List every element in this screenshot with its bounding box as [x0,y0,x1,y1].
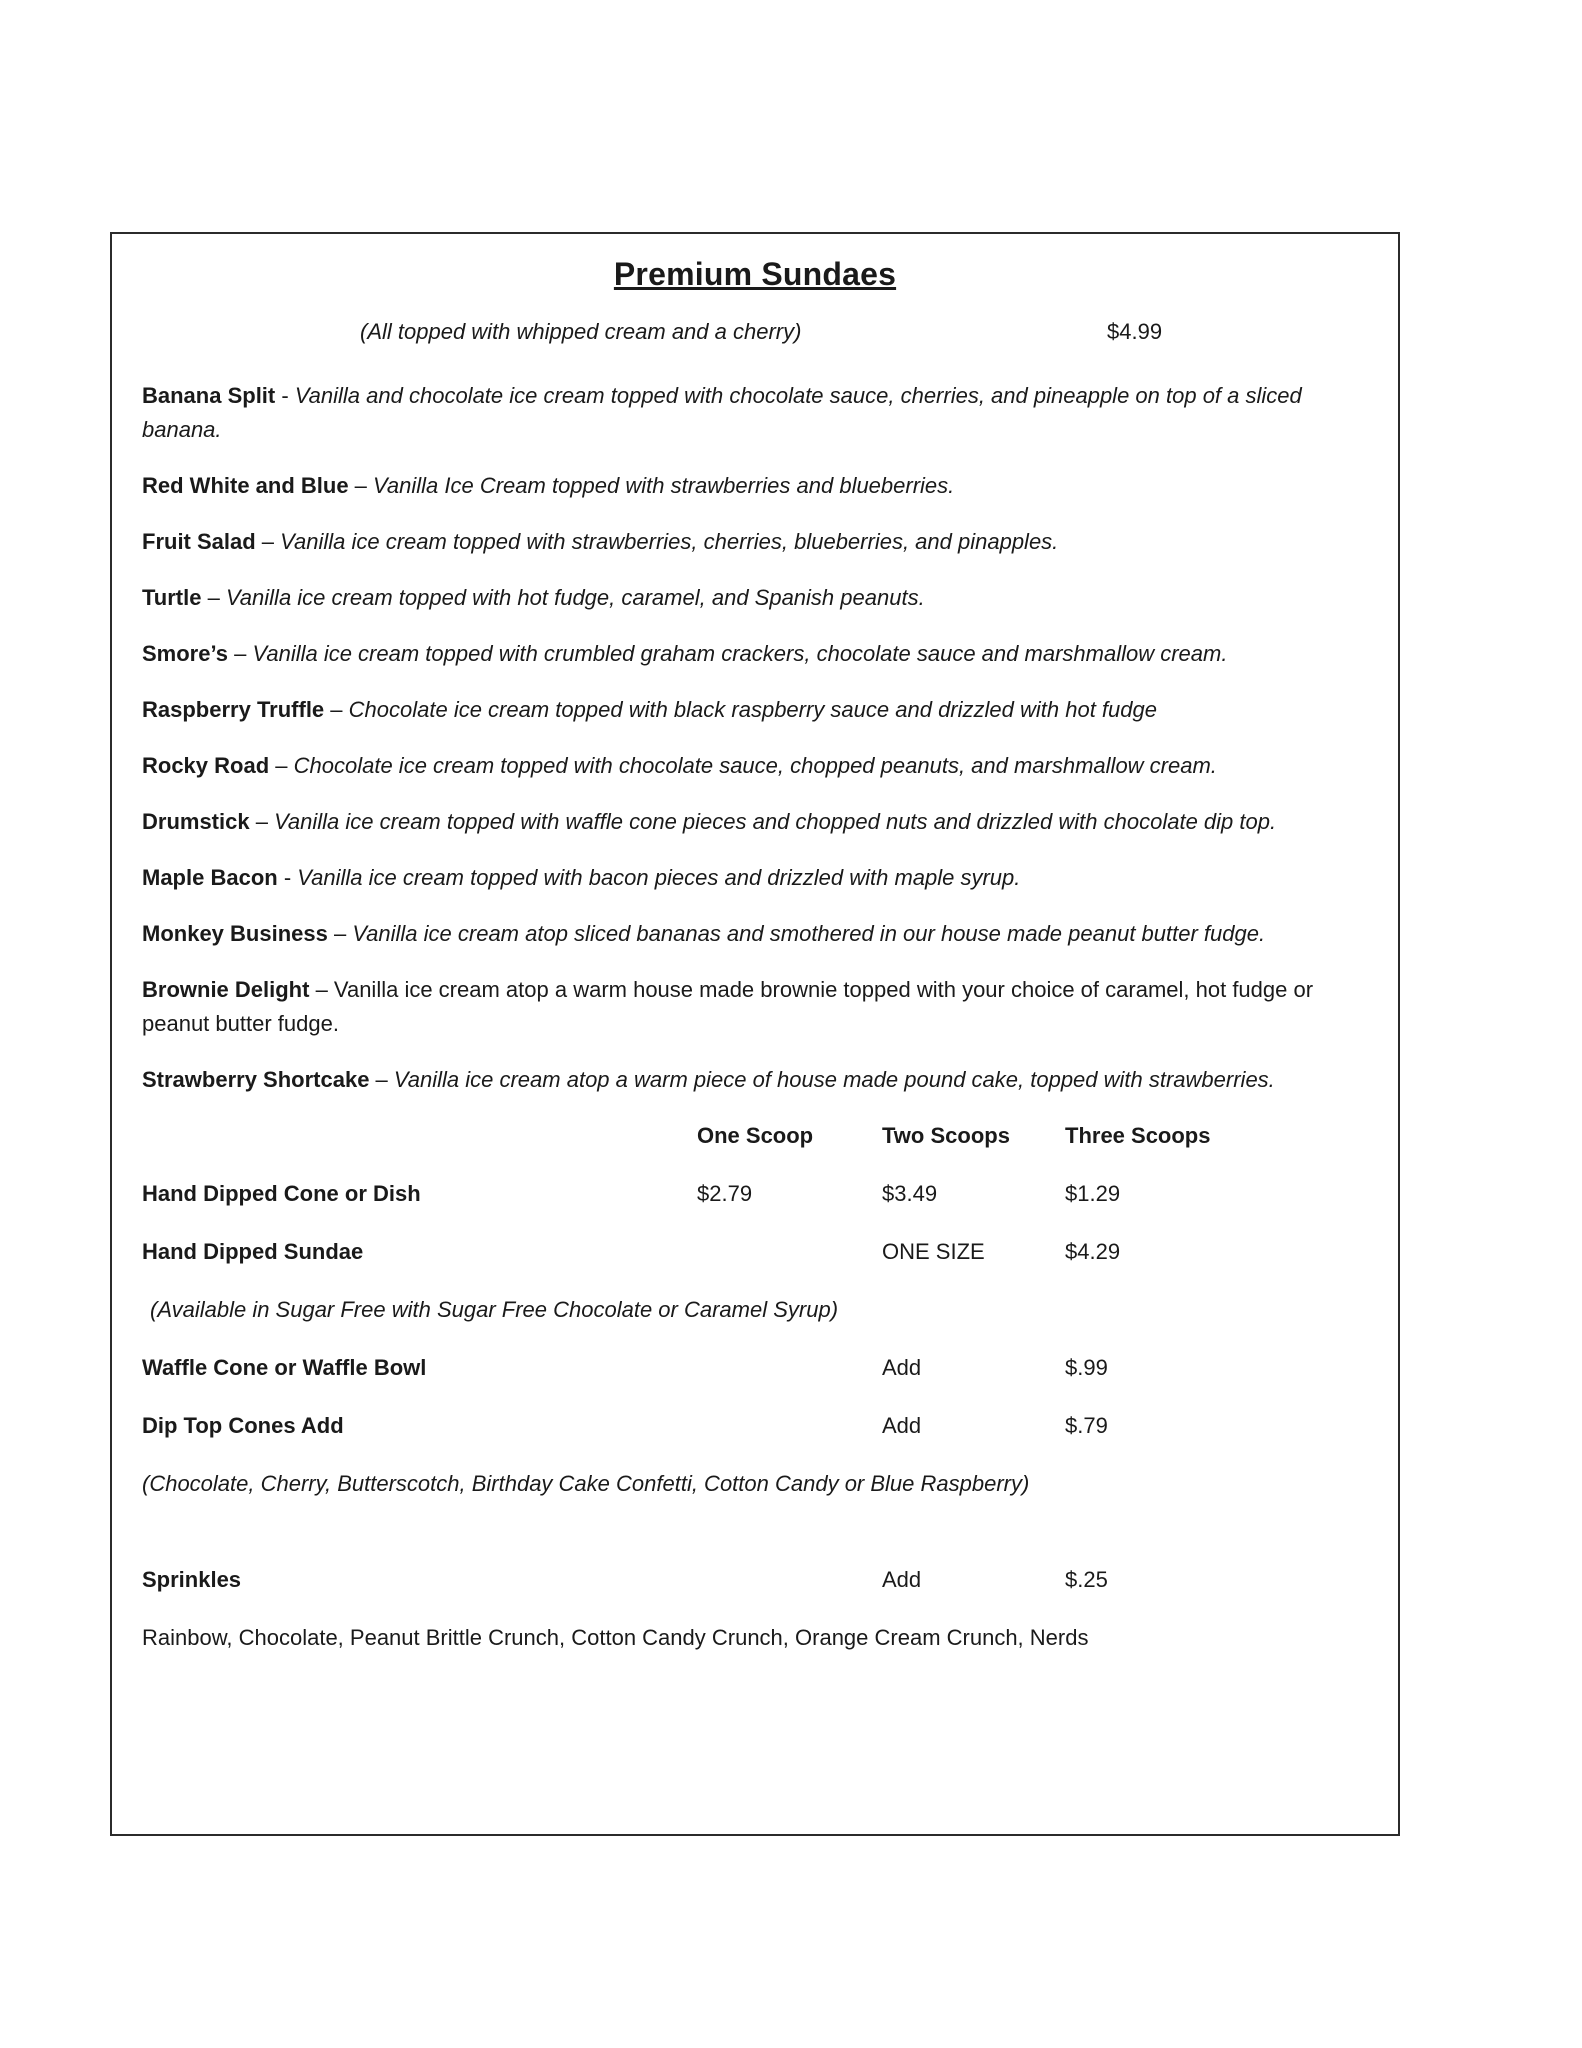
item-dash: – [324,697,349,722]
item-description: Vanilla ice cream topped with bacon pieces and drizzled with maple syrup. [297,865,1021,890]
item-name: Banana Split [142,383,276,408]
item-name: Red White and Blue [142,473,349,498]
item-dash: - [277,865,298,890]
item-description: Chocolate ice cream topped with chocolate sauce, chopped peanuts, and marshmallow cream. [293,753,1217,778]
menu-border-box [110,232,1400,1836]
addon-price: $.25 [1065,1567,1108,1592]
menu-item-maple-bacon [142,861,1368,895]
header-one-scoop: One Scoop [697,1123,814,1148]
item-dash: – [255,529,281,554]
item-name: Drumstick [142,809,250,834]
row-label: Sprinkles [142,1567,242,1592]
item-dash: - [275,383,295,408]
price-two-scoops: ONE SIZE [882,1239,985,1264]
menu-subtitle: (All topped with whipped cream and a cherry) [360,319,802,344]
item-description: Chocolate ice cream topped with black raspberry sauce and drizzled with hot fudge [348,697,1157,722]
pricing-table [142,1119,1368,1655]
item-dash: – [327,921,353,946]
price-three-scoops: $1.29 [1065,1181,1121,1206]
row-label: Waffle Cone or Waffle Bowl [142,1355,427,1380]
item-description: Vanilla and chocolate ice cream topped with chocolate sauce, cherries, and pineapple on top of a sliced banana. [142,383,1302,442]
header-three-scoops: Three Scoops [1065,1123,1211,1148]
item-description: Vanilla ice cream topped with strawberries, cherries, blueberries, and pinapples. [280,529,1059,554]
addon-action: Add [882,1355,922,1380]
item-name: Monkey Business [142,921,328,946]
menu-title: Premium Sundaes [613,256,897,292]
price-three-scoops: $4.29 [1065,1239,1121,1264]
spacer [142,1525,1368,1563]
header-two-scoops: Two Scoops [882,1123,1010,1148]
menu-item-rocky-road [142,749,1368,783]
pricing-header-row [142,1119,1368,1153]
item-dash: – [249,809,275,834]
addon-action: Add [882,1567,922,1592]
item-name: Turtle [142,585,202,610]
row-label: Hand Dipped Sundae [142,1239,364,1264]
menu-item-banana-split [142,379,1368,447]
dip-top-flavors-note: (Chocolate, Cherry, Butterscotch, Birthday Cake Confetti, Cotton Candy or Blue Raspberry) [142,1471,1030,1496]
item-description: Vanilla Ice Cream topped with strawberries and blueberries. [373,473,955,498]
item-description: Vanilla ice cream topped with crumbled graham crackers, chocolate sauce and marshmallow cream. [252,641,1228,666]
table-row [142,1177,1368,1211]
item-description: Vanilla ice cream atop a warm house made brownie topped with your choice of caramel, hot fudge or peanut butter fudge. [142,977,1314,1036]
item-description: Vanilla ice cream atop a warm piece of house made pound cake, topped with strawberries. [393,1067,1275,1092]
item-dash: – [369,1067,394,1092]
item-dash: – [201,585,226,610]
item-name: Fruit Salad [142,529,256,554]
menu-item-drumstick [142,805,1368,839]
menu-item-red-white-blue [142,469,1368,503]
table-row [142,1563,1368,1597]
item-dash: – [348,473,374,498]
menu-item-fruit-salad [142,525,1368,559]
item-name: Maple Bacon [142,865,278,890]
price-two-scoops: $3.49 [882,1181,938,1206]
item-dash: – [309,977,334,1002]
addon-price: $.99 [1065,1355,1108,1380]
row-label: Hand Dipped Cone or Dish [142,1181,421,1206]
sugar-free-note: (Available in Sugar Free with Sugar Free Chocolate or Caramel Syrup) [150,1297,839,1322]
menu-item-brownie-delight [142,973,1368,1041]
menu-item-smores [142,637,1368,671]
price-one-scoop: $2.79 [697,1181,753,1206]
item-name: Raspberry Truffle [142,697,325,722]
item-description: Vanilla ice cream atop sliced bananas and smothered in our house made peanut butter fudge. [352,921,1266,946]
item-description: Vanilla ice cream topped with hot fudge, caramel, and Spanish peanuts. [225,585,925,610]
menu-item-turtle [142,581,1368,615]
item-description: Vanilla ice cream topped with waffle cone pieces and chopped nuts and drizzled with chocolate dip top. [274,809,1277,834]
addon-action: Add [882,1413,922,1438]
addon-price: $.79 [1065,1413,1108,1438]
item-name: Smore’s [142,641,229,666]
menu-subtitle-row [142,319,1368,353]
table-row [142,1235,1368,1269]
table-row [142,1409,1368,1443]
menu-item-strawberry-shortcake [142,1063,1368,1097]
sundae-price: $4.99 [1107,319,1163,344]
item-dash: – [228,641,253,666]
item-dash: – [269,753,294,778]
menu-item-monkey-business [142,917,1368,951]
item-name: Strawberry Shortcake [142,1067,370,1092]
menu-item-raspberry-truffle [142,693,1368,727]
item-name: Brownie Delight [142,977,310,1002]
sprinkle-flavors-list: Rainbow, Chocolate, Peanut Brittle Crunch, Cotton Candy Crunch, Orange Cream Crunch, Nerds [142,1625,1089,1650]
row-label: Dip Top Cones Add [142,1413,344,1438]
item-name: Rocky Road [142,753,270,778]
table-row [142,1351,1368,1385]
